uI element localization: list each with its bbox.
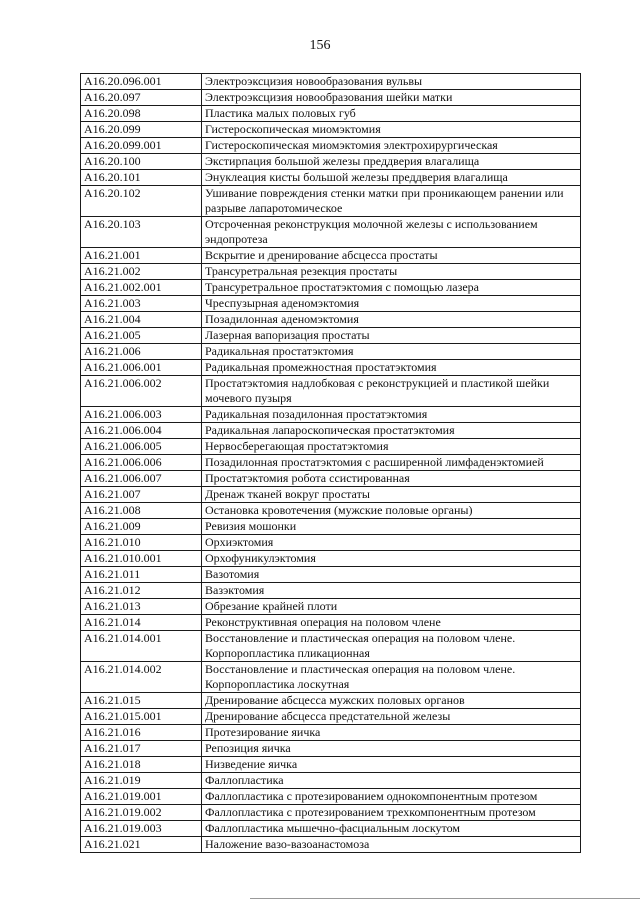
table-row (81, 615, 581, 631)
procedure-name: Позадилонная аденомэктомия (202, 312, 581, 328)
procedure-code: A16.21.019.002 (81, 805, 202, 821)
procedure-code: A16.21.003 (81, 296, 202, 312)
table-row (81, 154, 581, 170)
procedure-name: Радикальная позадилонная простатэктомия (202, 407, 581, 423)
procedure-code: A16.21.001 (81, 248, 202, 264)
table-row (81, 567, 581, 583)
table-row (81, 471, 581, 487)
procedure-name: Фаллопластика с протезированием трехкомпонентным протезом (202, 805, 581, 821)
table-row (81, 312, 581, 328)
procedure-name: Низведение яичка (202, 757, 581, 773)
table-row (81, 407, 581, 423)
procedure-code: A16.21.019.001 (81, 789, 202, 805)
table-row (81, 709, 581, 725)
procedure-name: Радикальная промежностная простатэктомия (202, 360, 581, 376)
table-row (81, 90, 581, 106)
procedure-name: Отсроченная реконструкция молочной железы с использованием эндопротеза (202, 217, 581, 248)
procedure-name: Дренирование абсцесса мужских половых органов (202, 693, 581, 709)
table-row (81, 376, 581, 407)
procedure-code: A16.20.099 (81, 122, 202, 138)
procedure-name: Фаллопластика мышечно-фасциальным лоскутом (202, 821, 581, 837)
procedure-name: Ушивание повреждения стенки матки при проникающем ранении или разрыве лапаротомическое (202, 186, 581, 217)
procedure-name: Нервосберегающая простатэктомия (202, 439, 581, 455)
procedure-code: A16.21.019.003 (81, 821, 202, 837)
table-row (81, 631, 581, 662)
procedure-code: A16.21.002.001 (81, 280, 202, 296)
table-row (81, 487, 581, 503)
procedure-name: Орхиэктомия (202, 535, 581, 551)
procedure-name: Радикальная лапароскопическая простатэктомия (202, 423, 581, 439)
procedure-code: A16.21.015 (81, 693, 202, 709)
procedure-code: A16.21.011 (81, 567, 202, 583)
procedure-code: A16.20.099.001 (81, 138, 202, 154)
table-row (81, 138, 581, 154)
procedure-code: A16.21.004 (81, 312, 202, 328)
table-row (81, 519, 581, 535)
table-row (81, 106, 581, 122)
procedure-code: A16.21.013 (81, 599, 202, 615)
procedure-name: Вазэктомия (202, 583, 581, 599)
procedure-code: A16.21.017 (81, 741, 202, 757)
procedure-name: Электроэксцизия новообразования шейки матки (202, 90, 581, 106)
table-row (81, 741, 581, 757)
procedure-code: A16.20.101 (81, 170, 202, 186)
procedure-code: A16.21.002 (81, 264, 202, 280)
procedure-code: A16.21.005 (81, 328, 202, 344)
procedure-code: A16.21.010.001 (81, 551, 202, 567)
table-row (81, 439, 581, 455)
procedure-table (80, 73, 581, 853)
procedure-name: Фаллопластика (202, 773, 581, 789)
table-row (81, 280, 581, 296)
table-row (81, 837, 581, 853)
procedure-code: A16.21.006.002 (81, 376, 202, 407)
procedure-name: Радикальная простатэктомия (202, 344, 581, 360)
procedure-code: A16.21.014.001 (81, 631, 202, 662)
table-row (81, 186, 581, 217)
procedure-code: A16.21.007 (81, 487, 202, 503)
table-row (81, 122, 581, 138)
procedure-code: A16.21.006.006 (81, 455, 202, 471)
procedure-code: A16.20.103 (81, 217, 202, 248)
table-row (81, 599, 581, 615)
procedure-code: A16.20.098 (81, 106, 202, 122)
procedure-name: Электроэксцизия новообразования вульвы (202, 74, 581, 90)
procedure-name: Орхофуникулэктомия (202, 551, 581, 567)
procedure-code: A16.21.006.004 (81, 423, 202, 439)
procedure-name: Протезирование яичка (202, 725, 581, 741)
procedure-name: Наложение вазо-вазоанастомоза (202, 837, 581, 853)
table-row (81, 264, 581, 280)
procedure-code: A16.20.096.001 (81, 74, 202, 90)
table-row (81, 693, 581, 709)
procedure-name: Пластика малых половых губ (202, 106, 581, 122)
procedure-name: Фаллопластика с протезированием однокомпонентным протезом (202, 789, 581, 805)
procedure-code: A16.21.008 (81, 503, 202, 519)
procedure-name: Чреспузырная аденомэктомия (202, 296, 581, 312)
procedure-name: Простатэктомия робота ссистированная (202, 471, 581, 487)
table-row (81, 296, 581, 312)
procedure-code: A16.21.006.001 (81, 360, 202, 376)
procedure-name: Остановка кровотечения (мужские половые органы) (202, 503, 581, 519)
procedure-name: Экстирпация большой железы преддверия влагалища (202, 154, 581, 170)
procedure-name: Вскрытие и дренирование абсцесса простаты (202, 248, 581, 264)
procedure-code: A16.21.015.001 (81, 709, 202, 725)
procedure-code: A16.20.097 (81, 90, 202, 106)
procedure-code: A16.21.010 (81, 535, 202, 551)
table-row (81, 789, 581, 805)
procedure-name: Вазотомия (202, 567, 581, 583)
procedure-name: Реконструктивная операция на половом члене (202, 615, 581, 631)
table-row (81, 662, 581, 693)
page-number: 156 (309, 38, 331, 53)
procedure-code: A16.21.006.007 (81, 471, 202, 487)
procedure-code: A16.21.014.002 (81, 662, 202, 693)
table-row (81, 773, 581, 789)
procedure-code: A16.21.006.005 (81, 439, 202, 455)
procedure-name: Обрезание крайней плоти (202, 599, 581, 615)
table-row (81, 344, 581, 360)
table-row (81, 757, 581, 773)
procedure-table-body (81, 74, 581, 853)
table-row (81, 248, 581, 264)
procedure-code: A16.21.019 (81, 773, 202, 789)
procedure-code: A16.21.021 (81, 837, 202, 853)
page-bottom-rule (250, 898, 640, 899)
table-row (81, 74, 581, 90)
procedure-name: Гистероскопическая миомэктомия электрохирургическая (202, 138, 581, 154)
procedure-name: Ревизия мошонки (202, 519, 581, 535)
procedure-name: Восстановление и пластическая операция на половом члене. Корпоропластика лоскутная (202, 662, 581, 693)
procedure-name: Позадилонная простатэктомия с расширенной лимфаденэктомией (202, 455, 581, 471)
procedure-code: A16.21.016 (81, 725, 202, 741)
table-row (81, 423, 581, 439)
table-row (81, 170, 581, 186)
procedure-name: Трансуретральная резекция простаты (202, 264, 581, 280)
procedure-name: Восстановление и пластическая операция на половом члене. Корпоропластика пликационная (202, 631, 581, 662)
procedure-code: A16.21.014 (81, 615, 202, 631)
procedure-name: Гистероскопическая миомэктомия (202, 122, 581, 138)
table-row (81, 805, 581, 821)
procedure-code: A16.20.100 (81, 154, 202, 170)
procedure-name: Дренирование абсцесса предстательной железы (202, 709, 581, 725)
table-row (81, 725, 581, 741)
procedure-code: A16.21.006 (81, 344, 202, 360)
table-row (81, 535, 581, 551)
table-row (81, 328, 581, 344)
table-row (81, 503, 581, 519)
table-row (81, 583, 581, 599)
table-row (81, 821, 581, 837)
procedure-name: Простатэктомия надлобковая с реконструкцией и пластикой шейки мочевого пузыря (202, 376, 581, 407)
procedure-code: A16.21.009 (81, 519, 202, 535)
table-row (81, 551, 581, 567)
procedure-code: A16.21.006.003 (81, 407, 202, 423)
procedure-name: Дренаж тканей вокруг простаты (202, 487, 581, 503)
procedure-name: Трансуретральное простатэктомия с помощью лазера (202, 280, 581, 296)
table-row (81, 455, 581, 471)
table-row (81, 360, 581, 376)
table-row (81, 217, 581, 248)
procedure-name: Энуклеация кисты большой железы преддверия влагалища (202, 170, 581, 186)
procedure-code: A16.21.012 (81, 583, 202, 599)
procedure-name: Лазерная вапоризация простаты (202, 328, 581, 344)
procedure-name: Репозиция яичка (202, 741, 581, 757)
procedure-code: A16.21.018 (81, 757, 202, 773)
procedure-code: A16.20.102 (81, 186, 202, 217)
